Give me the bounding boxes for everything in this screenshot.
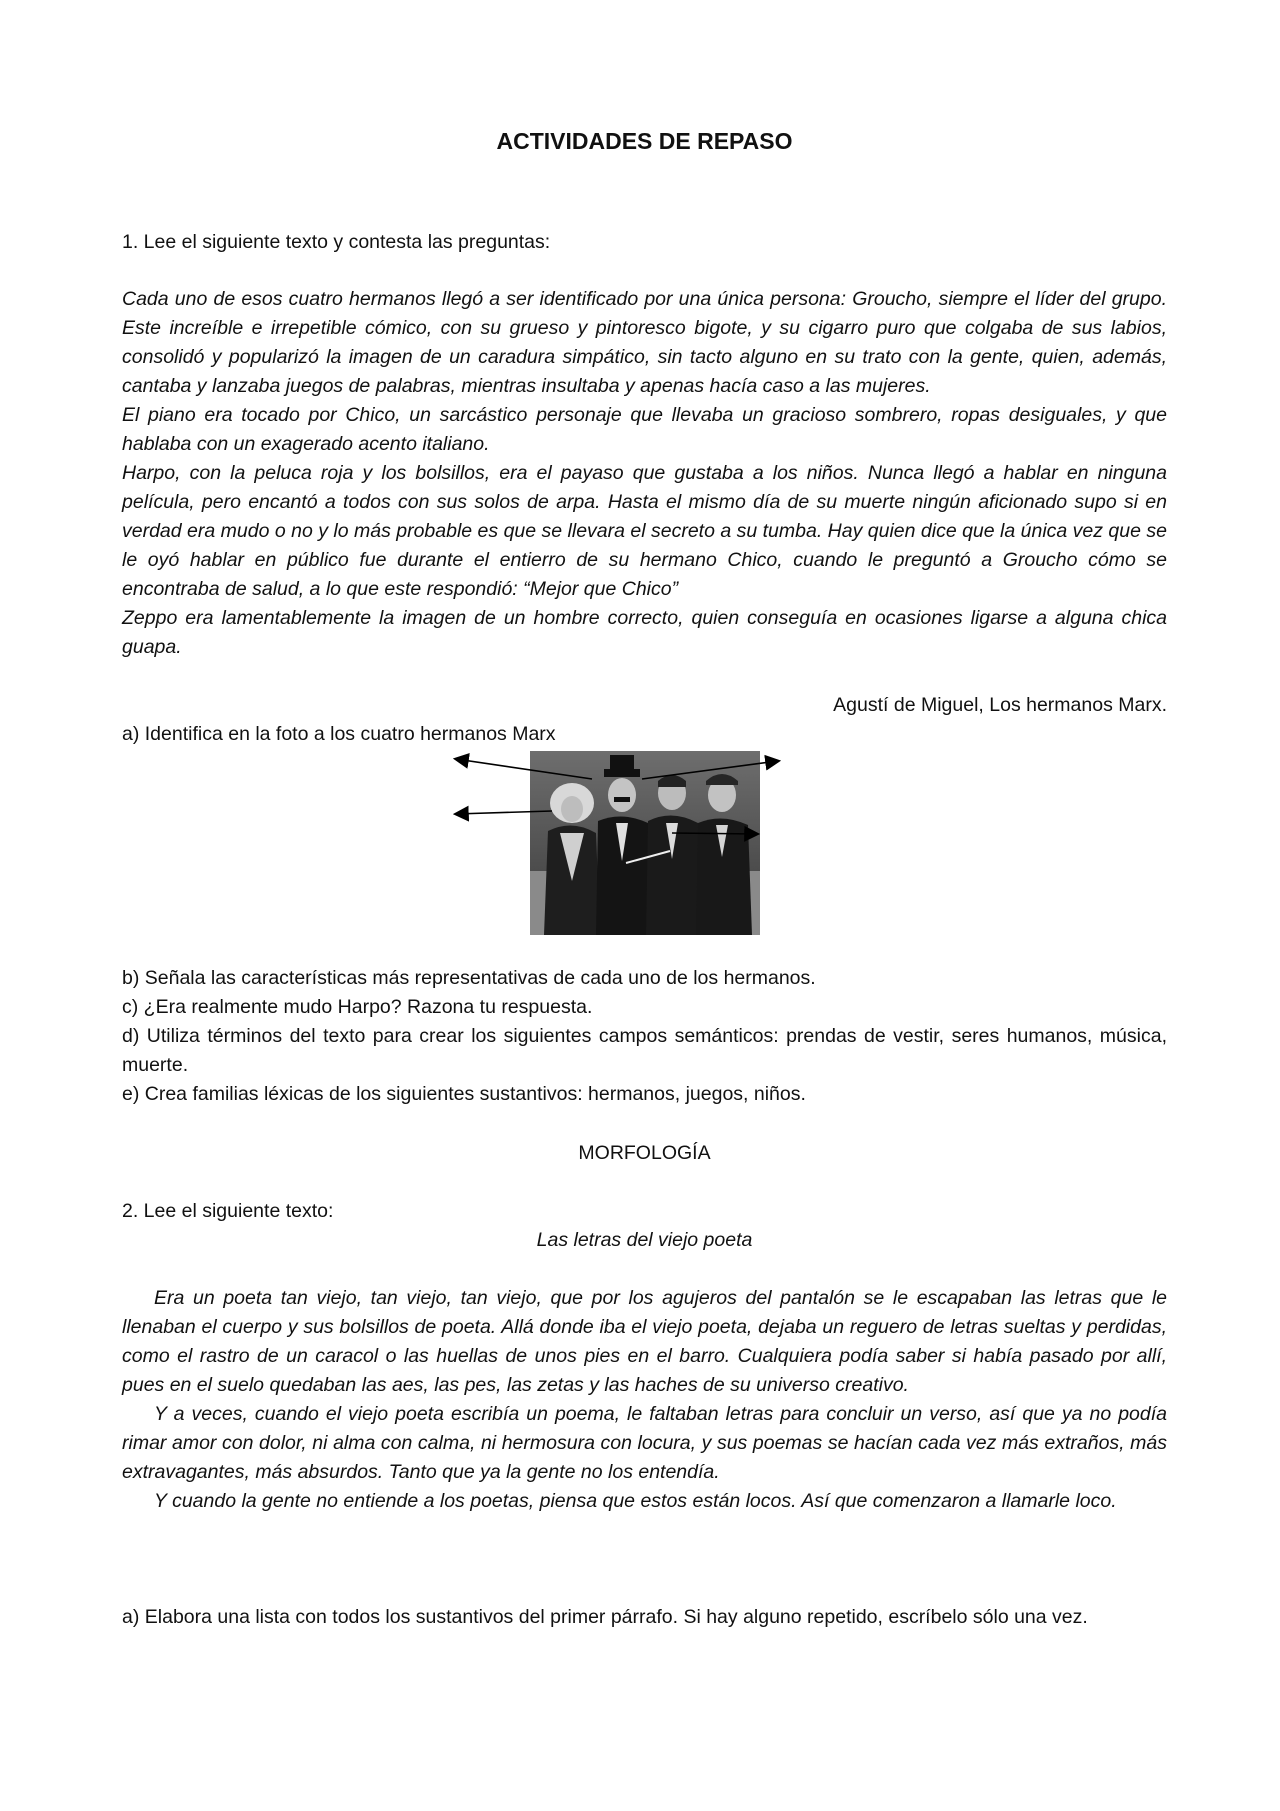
exercise-2-heading: 2. Lee el siguiente texto: xyxy=(122,1200,334,1222)
text-paragraph-zeppo: Zeppo era lamentablemente la imagen de un hombre correcto, quien conseguía en ocasiones ligarse a alguna chica guapa. xyxy=(122,607,1167,658)
poet-paragraph-3: Y cuando la gente no entiende a los poetas, piensa que estos están locos. Así que comenzaron a llamarle loco. xyxy=(154,1490,1117,1512)
arrow-left-bottom xyxy=(456,811,552,814)
question-d: d) Utiliza términos del texto para crear los siguientes campos semánticos: prendas de vestir, seres humanos, música, muerte. xyxy=(122,1025,1167,1076)
arrow-right-top xyxy=(642,761,778,779)
poet-paragraph-1: Era un poeta tan viejo, tan viejo, tan viejo, que por los agujeros del pantalón se le escapaban las letras que le llenaban el cuerpo y sus bolsillos de poeta. Allá donde iba el viejo poeta, dejaba un reguero de letras sueltas y perdidas, como el rastro de un caracol o las huellas de unos pies en el barro. Cualquiera podía saber si había pasado por allí, pues en el suelo quedaban las aes, las pes, las zetas y las haches de su universo creativo. xyxy=(122,1287,1167,1396)
text-paragraph-harpo: Harpo, con la peluca roja y los bolsillos, era el payaso que gustaba a los niños. Nunca llegó a hablar en ninguna película, pero encantó a todos con sus solos de arpa. Hasta el mismo día de su muerte ningún aficionado supo si en verdad era mudo o no y lo más probable es que se llevara el secreto a su tumba. Hay quien dice que la única vez que se le oyó hablar en público fue durante el entierro de su hermano Chico, cuando le preguntó a Groucho cómo se encontraba de salud, a lo que este respondió: “Mejor que Chico” xyxy=(122,462,1167,600)
exercise-1-heading: 1. Lee el siguiente texto y contesta las preguntas: xyxy=(122,231,551,253)
text-paragraph-groucho: Cada uno de esos cuatro hermanos llegó a ser identificado por una única persona: Groucho, siempre el líder del grupo. Este increíble e irrepetible cómico, con su grueso y pintoresco bigote, y su cigarro puro que colgaba de sus labios, consolidó y popularizó la imagen de un caradura simpático, sin tacto alguno en su trato con la gente, quien, además, cantaba y lanzaba juegos de palabras, mientras insultaba y apenas hacía caso a las mujeres. xyxy=(122,288,1167,397)
poet-paragraph-2: Y a veces, cuando el viejo poeta escribía un poema, le faltaban letras para concluir un verso, así que ya no podía rimar amor con dolor, ni alma con calma, ni hermosura con locura, y sus poemas se hacían cada vez más extraños, más extravagantes, más absurdos. Tanto que ya la gente no los entendía. xyxy=(122,1403,1167,1483)
identification-arrows xyxy=(452,745,780,940)
morfologia-heading: MORFOLOGÍA xyxy=(578,1142,711,1164)
marx-brothers-figure xyxy=(452,745,780,940)
question-2a: a) Elabora una lista con todos los sustantivos del primer párrafo. Si hay alguno repetido, escríbelo sólo una vez. xyxy=(122,1606,1088,1628)
poem-title: Las letras del viejo poeta xyxy=(536,1229,753,1251)
text-paragraph-chico: El piano era tocado por Chico, un sarcástico personaje que llevaba un gracioso sombrero, ropas desiguales, y que hablaba con un exagerado acento italiano. xyxy=(122,404,1167,455)
question-e: e) Crea familias léxicas de los siguientes sustantivos: hermanos, juegos, niños. xyxy=(122,1083,806,1105)
poet-text xyxy=(122,1284,1167,1516)
question-b: b) Señala las características más representativas de cada uno de los hermanos. xyxy=(122,967,816,989)
question-a-identify: a) Identifica en la foto a los cuatro hermanos Marx xyxy=(122,723,556,745)
attribution: Agustí de Miguel, Los hermanos Marx. xyxy=(833,694,1167,716)
arrow-left-top xyxy=(456,759,592,779)
arrow-right-bottom xyxy=(672,833,757,834)
questions-list xyxy=(122,964,1167,1109)
page-title: ACTIVIDADES DE REPASO xyxy=(496,128,793,154)
question-c: c) ¿Era realmente mudo Harpo? Razona tu respuesta. xyxy=(122,996,593,1018)
marx-brothers-text xyxy=(122,285,1167,662)
